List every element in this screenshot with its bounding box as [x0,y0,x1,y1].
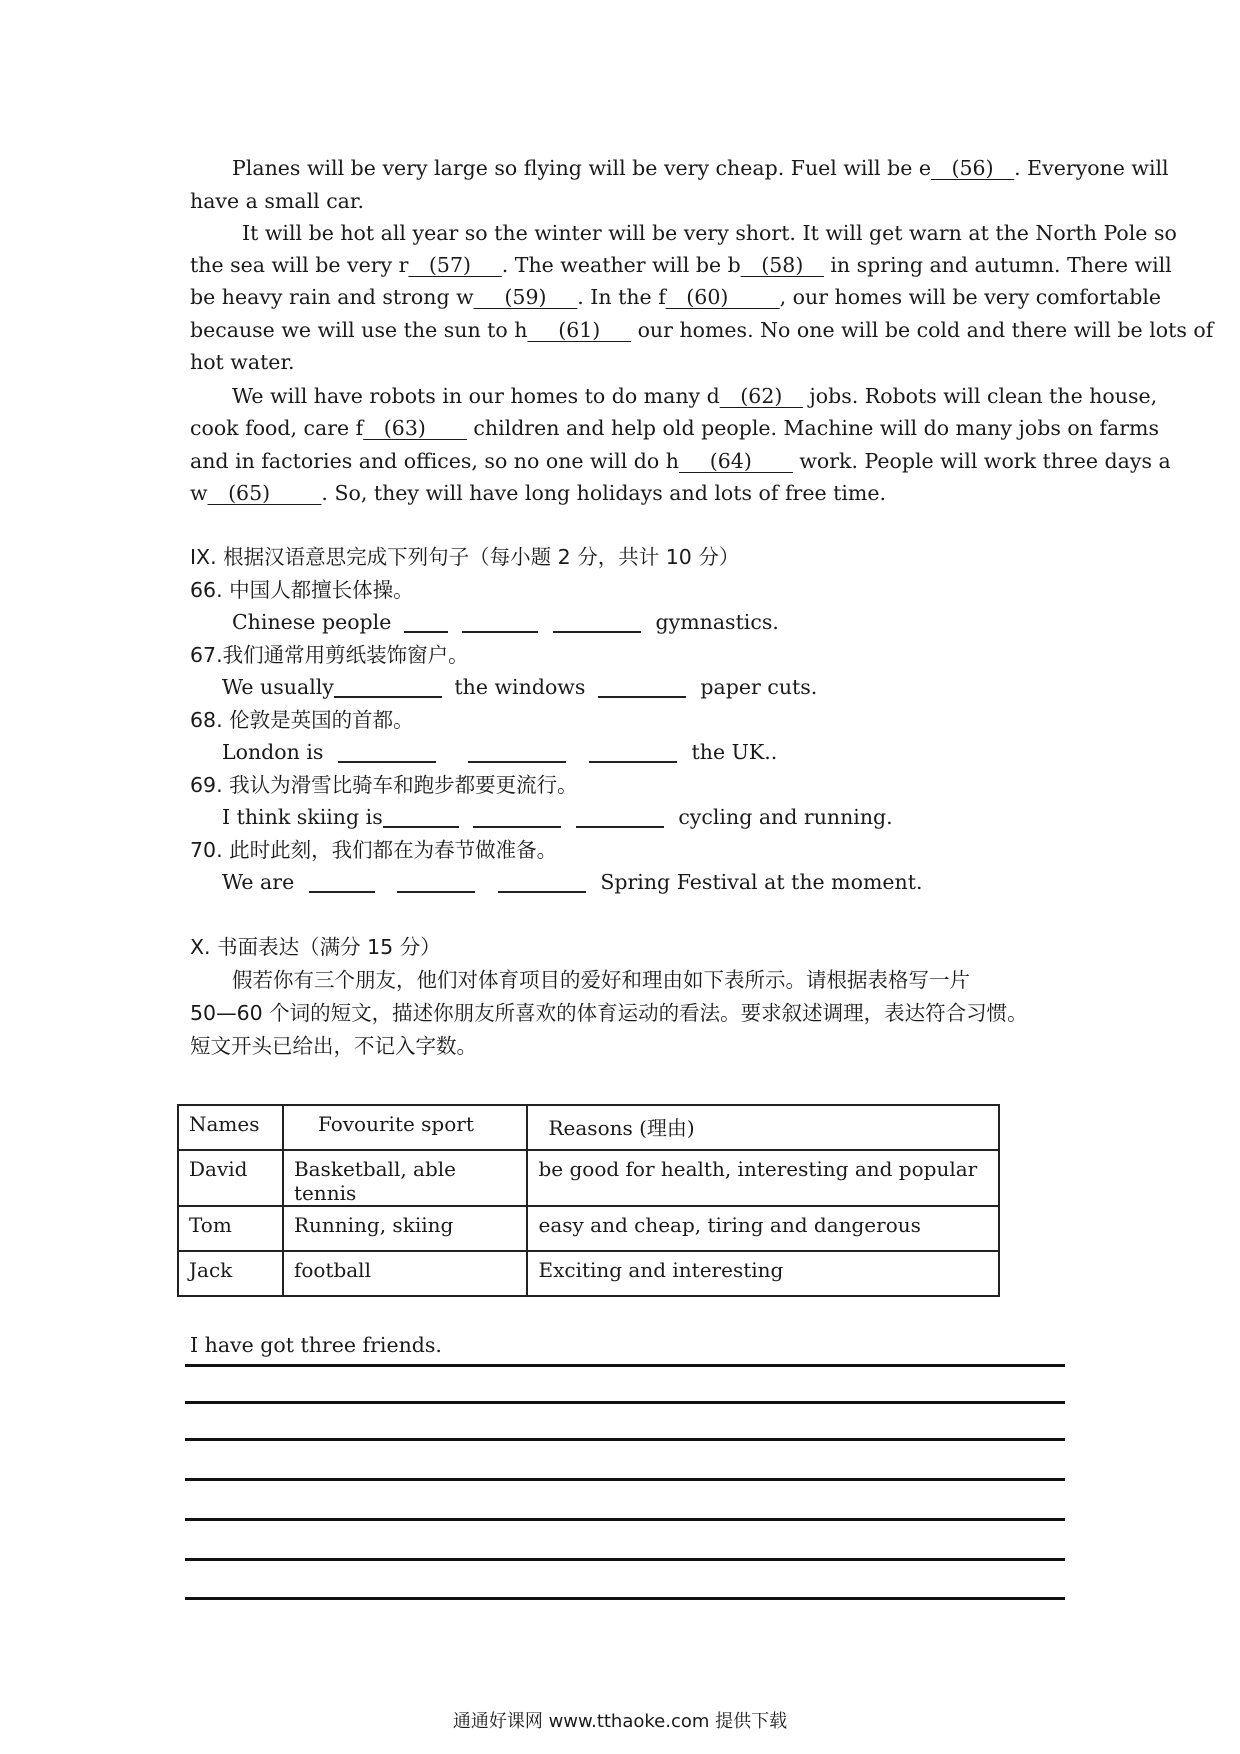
text: work. People will work three days a [792,449,1171,473]
text: the UK.. [691,740,778,764]
answer-blank[interactable] [473,804,561,828]
table-cell: Running, skiing [283,1206,528,1251]
cloze-line [190,477,1062,509]
answer-blank[interactable] [404,609,448,633]
cloze-line: It will be hot all year so the winter will be very short. It will get warn at the North Pole so [242,221,1177,245]
text: We usually [222,675,334,699]
table-row [178,1251,999,1296]
text: in spring and autumn. There will [823,253,1172,277]
table-header [527,1105,999,1150]
answer-blank[interactable] [598,674,686,698]
table-row [178,1150,999,1206]
answer-67 [222,671,817,703]
table-cell: easy and cheap, tiring and dangerous [527,1206,999,1251]
cloze-line [190,249,1172,281]
writing-line[interactable] [185,1597,1065,1600]
cloze-line [190,380,1158,412]
text: London is [222,740,324,764]
table-row [178,1206,999,1251]
answer-68 [222,736,777,768]
table-header [283,1105,528,1150]
cloze-blank-62[interactable]: __(62)__ [719,384,803,408]
answer-69 [222,801,893,833]
section-9-title: IX. 根据汉语意思完成下列句子（每小题 2 分，共计 10 分） [190,545,740,569]
text: . In the f [577,285,666,309]
table-cell: football [283,1251,528,1296]
sports-table [177,1104,1000,1297]
cloze-blank-65[interactable]: __(65)_____ [207,481,322,505]
cloze-blank-63[interactable]: __(63)____ [363,416,467,440]
text: be heavy rain and strong w [190,285,474,309]
text: We are [222,870,295,894]
writing-line[interactable] [185,1518,1065,1521]
text: Chinese people [232,610,392,634]
cloze-blank-57[interactable]: __(57)___ [408,253,502,277]
table-header-row [178,1105,999,1150]
text: . Everyone will [1014,156,1169,180]
text: gymnastics. [655,610,779,634]
cloze-blank-60[interactable]: __(60)_____ [665,285,780,309]
question-66: 66. 中国人都擅长体操。 [190,578,414,602]
cloze-blank-64[interactable]: ___(64)____ [678,449,793,473]
writing-line[interactable] [185,1478,1065,1481]
text: the sea will be very r [190,253,409,277]
text: Reasons (理由) [548,1116,695,1140]
writing-line[interactable] [185,1401,1065,1404]
writing-line[interactable] [185,1558,1065,1561]
text: our homes. No one will be cold and there will be lots of [631,318,1214,342]
answer-blank[interactable] [383,804,459,828]
answer-70 [222,866,923,898]
table-cell: Exciting and interesting [527,1251,999,1296]
answer-blank[interactable] [589,739,677,763]
text: , our homes will be very comfortable [779,285,1162,309]
cloze-line: hot water. [190,350,295,374]
text: w [190,481,208,505]
writing-line[interactable] [185,1364,1065,1367]
table-cell: Jack [178,1251,283,1296]
cloze-line [190,281,1162,313]
question-67: 67.我们通常用剪纸装饰窗户。 [190,643,469,667]
answer-blank[interactable] [334,674,442,698]
answer-blank[interactable] [498,869,586,893]
answer-66 [232,606,779,638]
answer-blank[interactable] [576,804,664,828]
instructions-line: 50—60 个词的短文，描述你朋友所喜欢的体育运动的看法。要求叙述调理，表达符合习惯。 [190,1001,1028,1025]
table-cell: Tom [178,1206,283,1251]
cloze-line: have a small car. [190,189,364,213]
cloze-line [190,412,1160,444]
footer: 通通好课网 www.tthaoke.com 提供下载 [452,1711,788,1732]
text: and in factories and offices, so no one will do h [190,449,679,473]
section-10-title: X. 书面表达（满分 15 分） [190,935,441,959]
text: Spring Festival at the moment. [600,870,923,894]
instructions-line: 短文开头已给出，不记入字数。 [190,1034,477,1058]
question-68: 68. 伦敦是英国的首都。 [190,708,414,732]
question-69: 69. 我认为滑雪比骑车和跑步都要更流行。 [190,773,578,797]
answer-blank[interactable] [397,869,475,893]
text: I think skiing is [222,805,383,829]
cloze-line [190,445,1171,477]
text: . So, they will have long holidays and lots of free time. [321,481,887,505]
writing-line[interactable] [185,1438,1065,1441]
instructions-line: 假若你有三个朋友，他们对体育项目的爱好和理由如下表所示。请根据表格写一片 [232,968,970,992]
cloze-blank-61[interactable]: ___(61)___ [527,318,632,342]
writing-start: I have got three friends. [190,1333,442,1357]
text: because we will use the sun to h [190,318,528,342]
table-cell: Basketball, able tennis [283,1150,528,1206]
text: paper cuts. [700,675,818,699]
answer-blank[interactable] [468,739,566,763]
text: We will have robots in our homes to do many d [232,384,720,408]
cloze-blank-56[interactable]: __(56)__ [931,156,1015,180]
cloze-blank-59[interactable]: ___(59)___ [473,285,578,309]
answer-blank[interactable] [338,739,436,763]
text: Fovourite sport [317,1112,474,1136]
cloze-line [190,314,1214,346]
table-cell: David [178,1150,283,1206]
text: cycling and running. [678,805,893,829]
text: Planes will be very large so flying will be very cheap. Fuel will be e [232,156,932,180]
text: the windows [454,675,586,699]
answer-blank[interactable] [462,609,538,633]
cloze-line [190,152,1169,184]
cloze-blank-58[interactable]: __(58)__ [740,253,824,277]
text: jobs. Robots will clean the house, [802,384,1158,408]
table-header: Names [178,1105,283,1150]
text: cook food, care f [190,416,364,440]
table-cell: be good for health, interesting and popular [527,1150,999,1206]
answer-blank[interactable] [309,869,375,893]
text: . The weather will be b [501,253,741,277]
text: children and help old people. Machine will do many jobs on farms [466,416,1160,440]
answer-blank[interactable] [553,609,641,633]
question-70: 70. 此时此刻，我们都在为春节做准备。 [190,838,558,862]
